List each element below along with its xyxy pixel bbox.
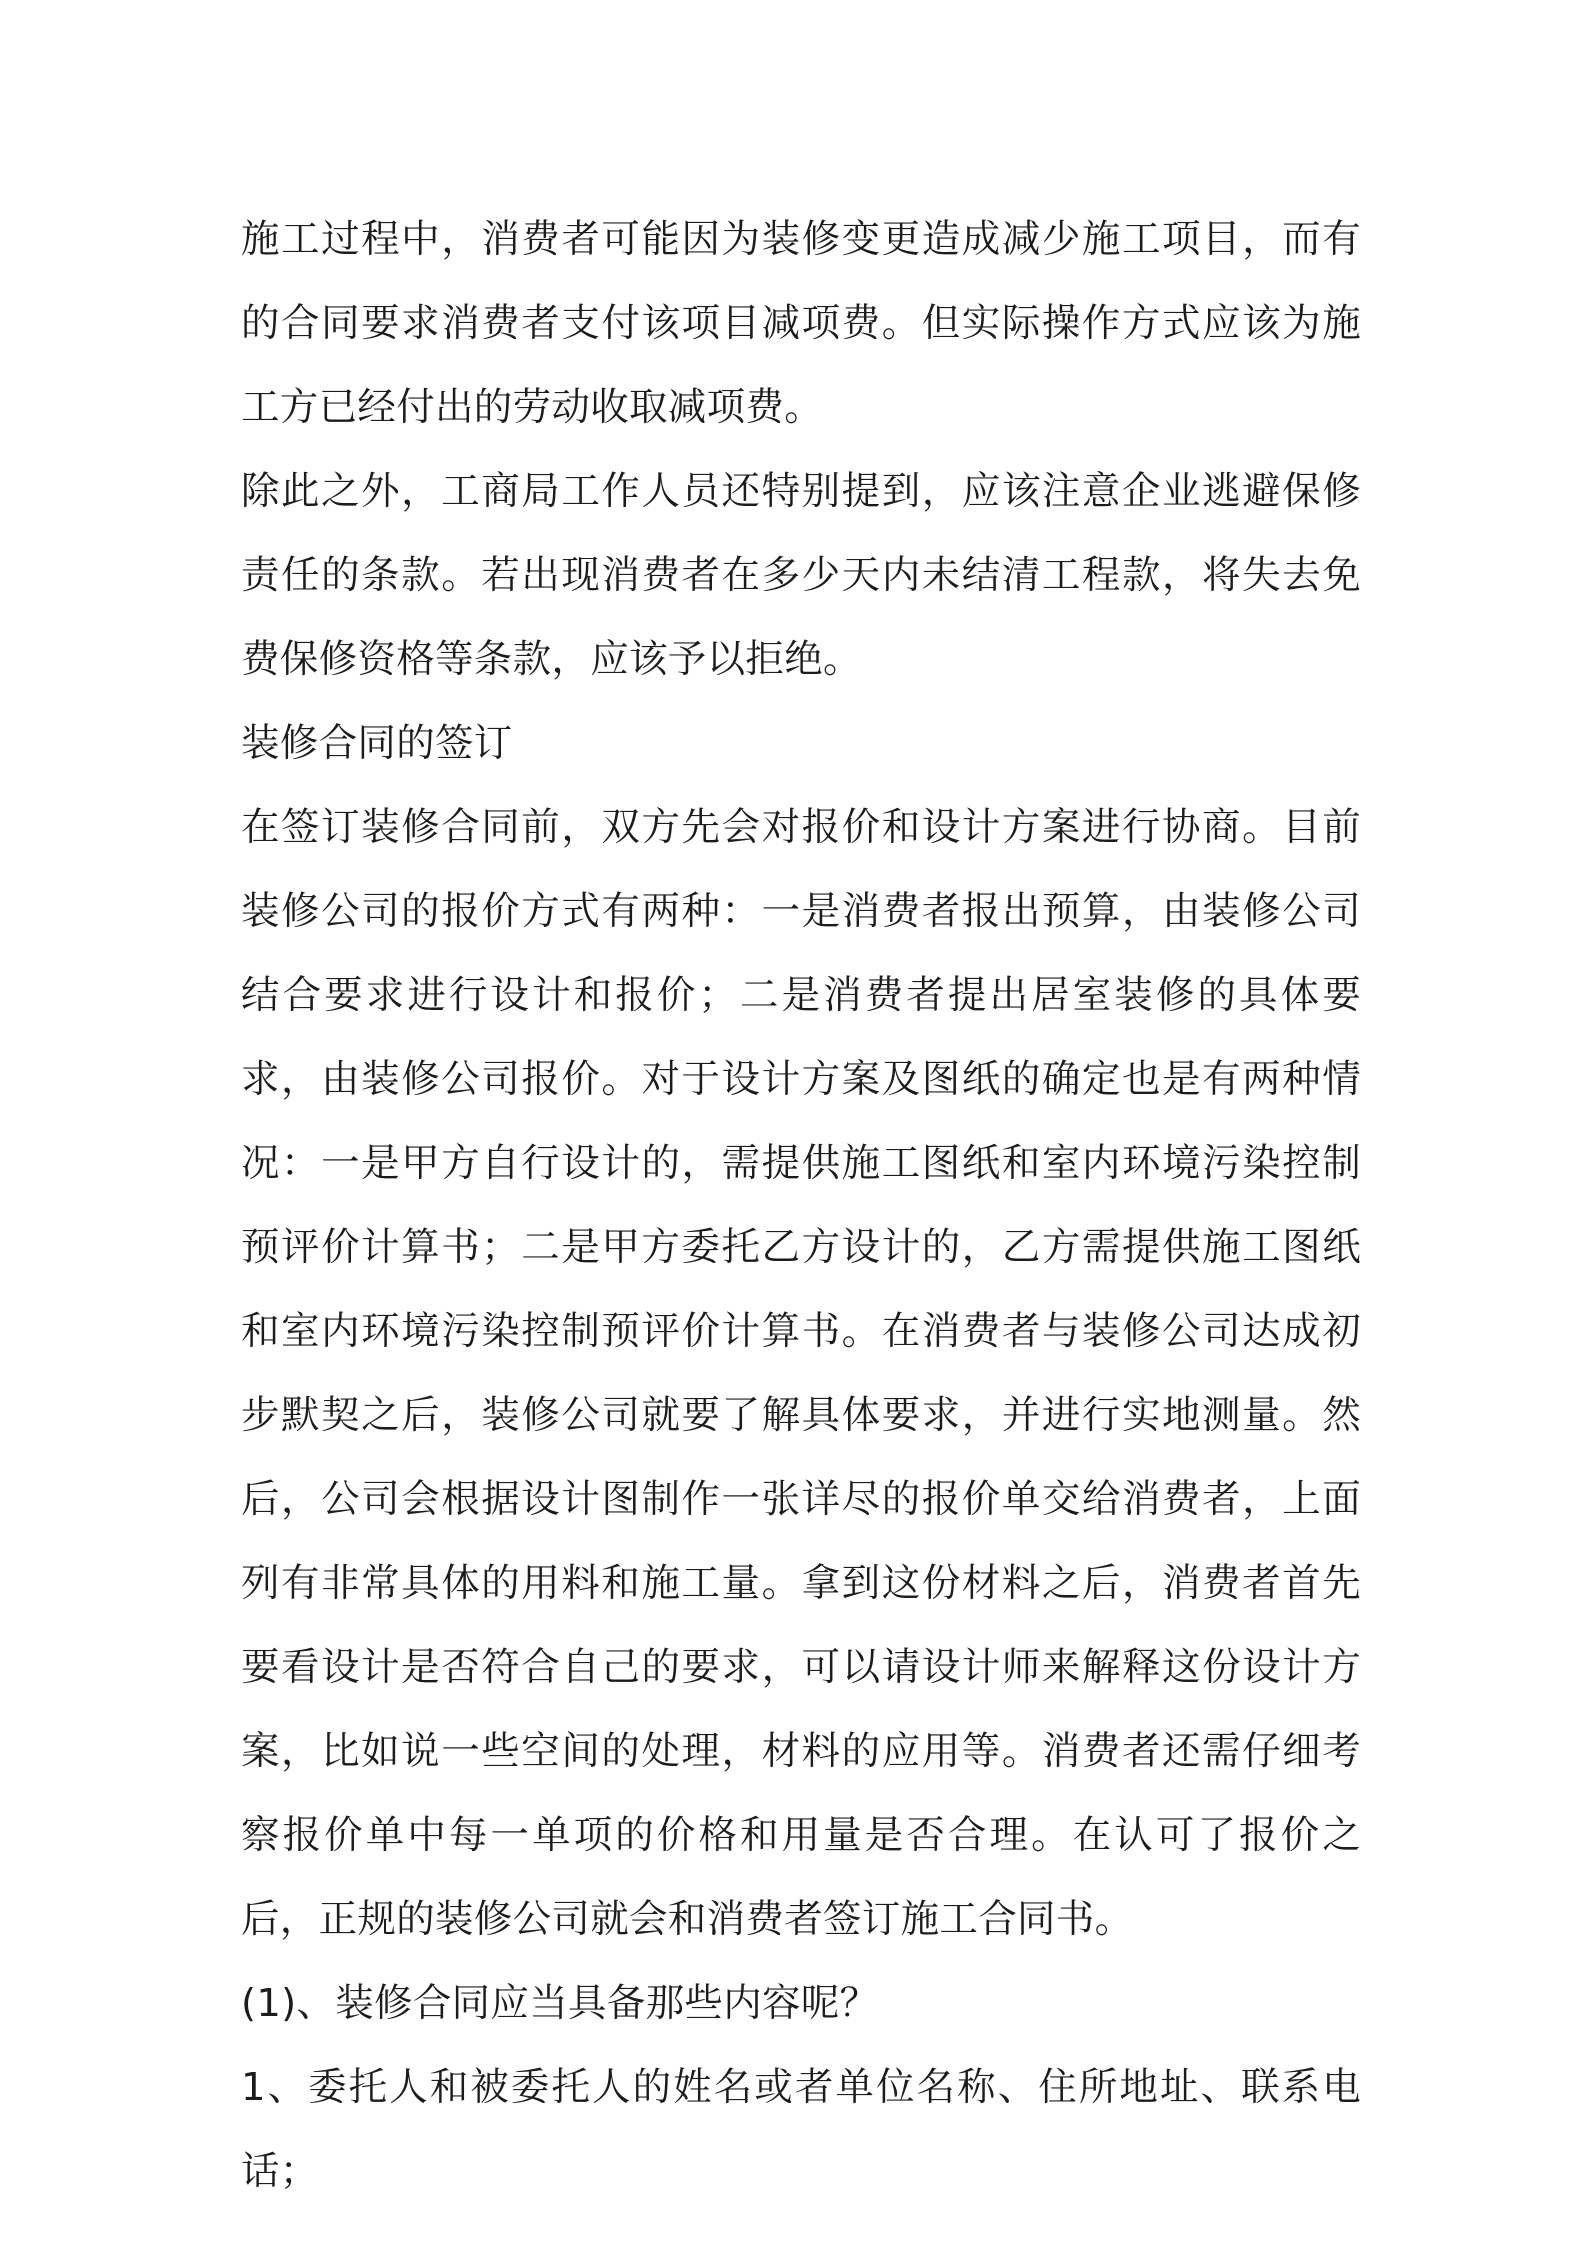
paragraph-contract-signing: 在签订装修合同前，双方先会对报价和设计方案进行协商。目前装修公司的报价方式有两种：一是消费者报出预算，由装修公司结合要求进行设计和报价；二是消费者提出居室装修的具体要求，由装修公司报价。对于设计方案及图纸的确定也是有两种情况：一是甲方自行设计的，需提供施工图纸和室内环境污染控制预评价计算书；二是甲方委托乙方设计的，乙方需提供施工图纸和室内环境污染控制预评价计算书。在消费者与装修公司达成初步默契之后，装修公司就要了解具体要求，并进行实地测量。然后，公司会根据设计图制作一张详尽的报价单交给消费者，上面列有非常具体的用料和施工量。拿到这份材料之后，消费者首先要看设计是否符合自己的要求，可以请设计师来解释这份设计方案，比如说一些空间的处理，材料的应用等。消费者还需仔细考察报价单中每一单项的价格和用量是否合理。在认可了报价之后，正规的装修公司就会和消费者签订施工合同书。 [241,805,1361,1942]
document-body [241,198,1361,2214]
paragraph-warranty-clause: 除此之外，工商局工作人员还特别提到，应该注意企业逃避保修责任的条款。若出现消费者在多少天内未结清工程款，将失去免费保修资格等条款，应该予以拒绝。 [241,469,1361,682]
list-item: 1、委托人和被委托人的姓名或者单位名称、住所地址、联系电话； [241,2065,1361,2194]
paragraph-reduction-fee: 施工过程中，消费者可能因为装修变更造成减少施工项目，而有的合同要求消费者支付该项目减项费。但实际操作方式应该为施工方已经付出的劳动收取减项费。 [241,217,1361,430]
section-heading: 装修合同的签订 [241,721,513,766]
subsection-heading: (1)、装修合同应当具备那些内容呢？ [241,1981,879,2026]
